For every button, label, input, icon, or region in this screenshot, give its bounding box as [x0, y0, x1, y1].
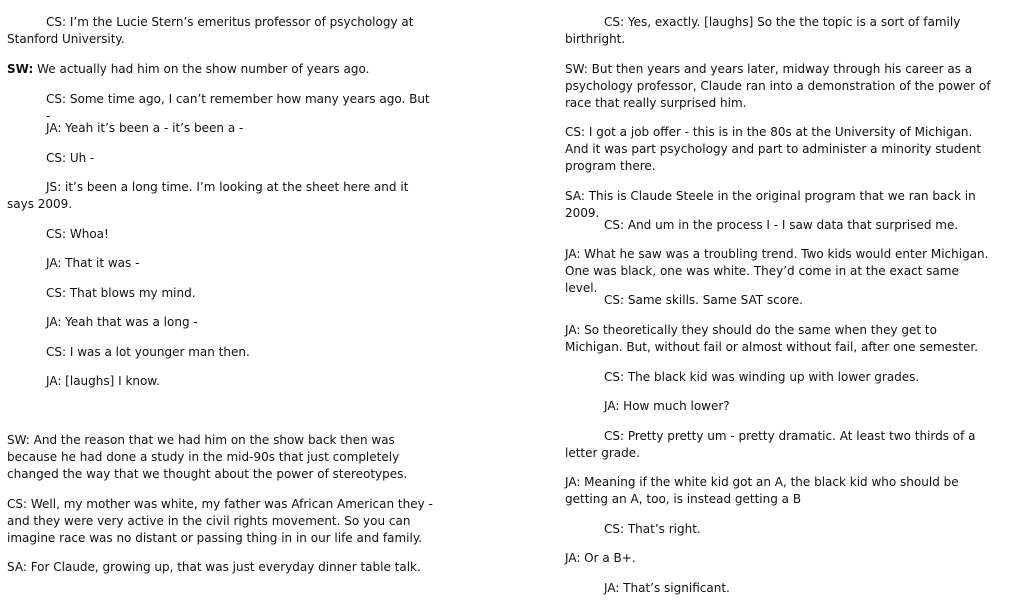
transcript-line: SA: For Claude, growing up, that was just everyday dinner table talk.	[7, 560, 421, 574]
transcript-line: SW: But then years and years later, midway through his career as a psychology professor, Claude ran into a demonstration of the power of race that really surprised him.	[565, 62, 991, 110]
transcript-line: JA: So theoretically they should do the same when they get to Michigan. But, without fail or almost without fail, after one semester.	[565, 323, 979, 354]
transcript-line: CS: Yes, exactly. [laughs] So the the topic is a sort of family birthright.	[565, 15, 961, 46]
speaker-label: SW:	[7, 62, 34, 76]
transcript-line: SA: This is Claude Steele in the original program that we ran back in 2009.	[565, 189, 976, 220]
transcript-line: JA: What he saw was a troubling trend. Two kids would enter Michigan. One was black, one was white. They’d come in at the exact same level.	[565, 247, 989, 295]
transcript-line: JA: That it was -	[46, 256, 140, 270]
transcript-line: CS: Pretty pretty um - pretty dramatic. At least two thirds of a letter grade.	[565, 429, 976, 460]
transcript-line: JA: How much lower?	[604, 399, 730, 413]
transcript-line: JA: Meaning if the white kid got an A, the black kid who should be getting an A, too, is instead getting a B	[565, 475, 959, 506]
transcript-line: SW: And the reason that we had him on the show back then was because he had done a study in the mid-90s that just completely changed the way that we thought about the power of stereotypes.	[7, 433, 408, 481]
transcript-line: JS: it’s been a long time. I’m looking at the sheet here and it says 2009.	[7, 180, 409, 211]
transcript-line: SW: We actually had him on the show number of years ago.	[7, 62, 370, 76]
transcript-line: CS: That’s right.	[604, 522, 701, 536]
transcript-line: JA: Yeah it’s been a - it’s been a -	[46, 121, 244, 135]
transcript-line: CS: I’m the Lucie Stern’s emeritus professor of psychology at Stanford University.	[7, 15, 414, 46]
transcript-line: CS: Well, my mother was white, my father was African American they - and they were very active in the civil rights movement. So you can imagine race was no distant or passing thing in in our life and family.	[7, 497, 433, 545]
transcript-line: CS: And um in the process I - I saw data that surprised me.	[604, 218, 959, 232]
transcript-line: JA: Or a B+.	[565, 551, 636, 565]
transcript-line: JA: Yeah that was a long -	[46, 315, 198, 329]
transcript-line: CS: The black kid was winding up with lower grades.	[604, 370, 920, 384]
transcript-line: CS: Whoa!	[46, 227, 109, 241]
transcript-line: JA: That’s significant.	[604, 581, 730, 595]
transcript-line: CS: Some time ago, I can’t remember how many years ago. But -	[46, 92, 430, 123]
transcript-line: JA: [laughs] I know.	[46, 374, 160, 388]
transcript-line: CS: I got a job offer - this is in the 80s at the University of Michigan. And it was part psychology and part to administer a minority student program there.	[565, 125, 982, 173]
transcript-line: CS: Uh -	[46, 151, 95, 165]
transcript-line: CS: Same skills. Same SAT score.	[604, 293, 803, 307]
transcript-line: CS: I was a lot younger man then.	[46, 345, 250, 359]
transcript-line: CS: That blows my mind.	[46, 286, 196, 300]
